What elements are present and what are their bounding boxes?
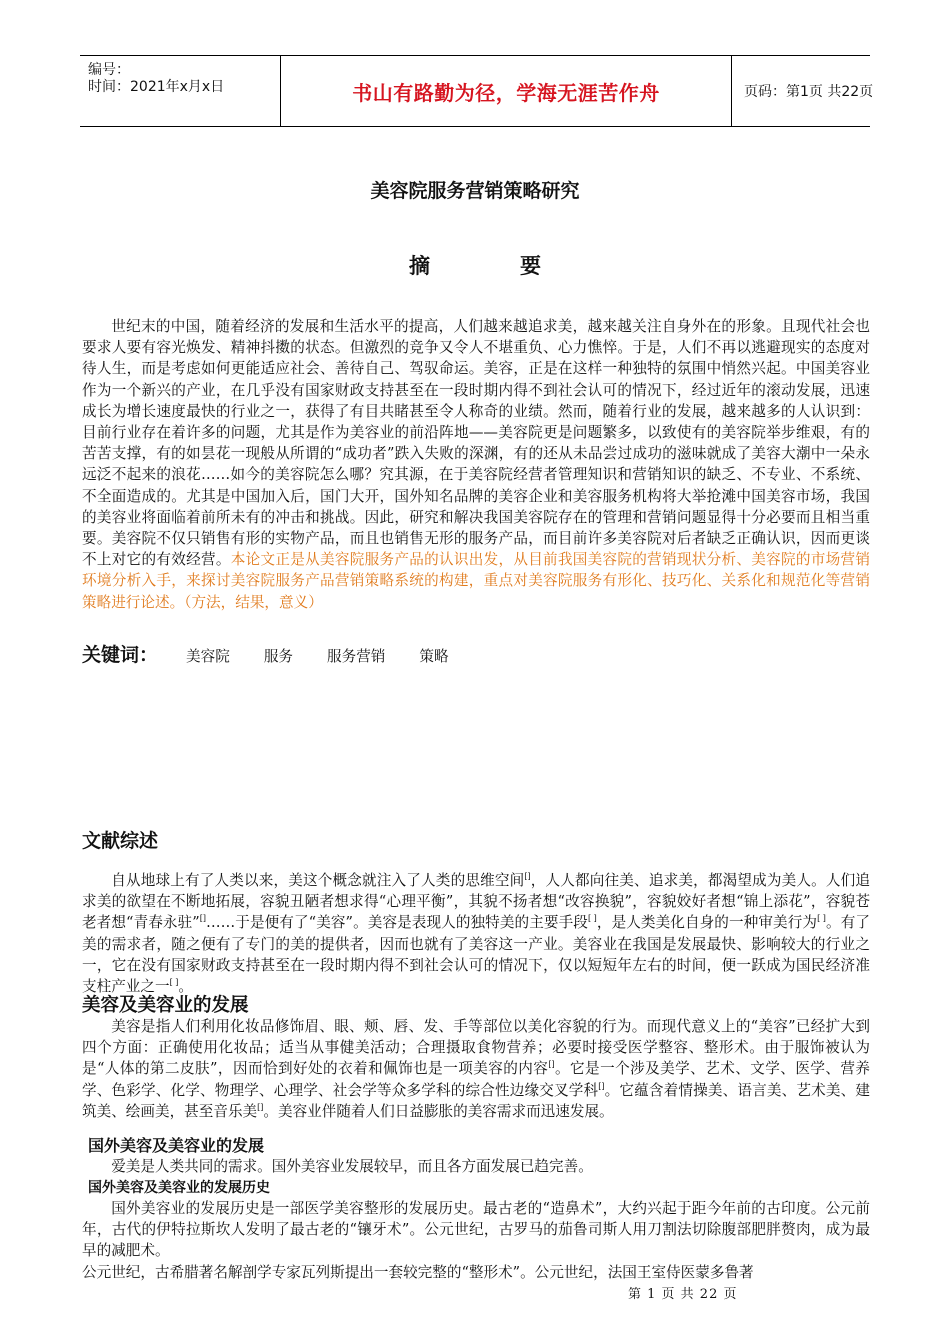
dev-text: 。它蕴含着情操美、语言美、艺术美、建筑美、绘画美，甚至音乐美	[82, 1081, 870, 1120]
keyword-item: 服务	[263, 648, 294, 665]
history-continuation-line: 公元世纪，古希腊著名解剖学专家瓦列斯提出一套较完整的“整形术”。公元世纪，法国王室侍医蒙多鲁著	[82, 1264, 754, 1281]
foreign-history-body	[82, 1198, 870, 1262]
dev-text: 。它是一个涉及美学、艺术、文学、医学、营养学、色彩学、化学、物理学、心理学、社会学等众多学科的综合性边缘交叉学科	[82, 1060, 870, 1099]
lit-text: 自从地球上有了人类以来，美这个概念就注入了人类的思维空间	[111, 872, 525, 889]
citation-ref: []	[548, 1060, 555, 1070]
citation-ref: []	[598, 1081, 605, 1091]
citation-ref: [ ]	[817, 914, 826, 924]
page-footer: 第 1 页 共 22 页	[628, 1287, 738, 1302]
document-number-label: 编号：	[88, 62, 130, 78]
citation-ref: []	[199, 914, 206, 924]
document-time: 时间：2021年x月x日	[88, 79, 225, 95]
citation-ref: []	[524, 872, 531, 882]
abstract-highlight-text: 本论文正是从美容院服务产品的认识出发，从目前我国美容院的营销现状分析、美容院的市场营销环境分析入手，来探讨美容院服务产品营销策略系统的构建，重点对美容院服务有形化、技巧化、关系化和规范化等营销策略进行论述。（方法，结果，意义）	[82, 551, 870, 611]
header-page-info: 页码：第1页 共22页	[744, 84, 874, 100]
literature-review-body	[82, 870, 870, 997]
keyword-item: 服务营销	[327, 648, 386, 665]
citation-ref: [ ]	[169, 978, 179, 988]
foreign-history-heading: 国外美容及美容业的发展历史	[88, 1180, 270, 1196]
lit-text: 。有了美的需求者，随之便有了专门的美的提供者，因而也就有了美容这一产业。美容业在我国是发展最快、影响较大的行业之一，它在没有国家财政支持甚至在一段时期内得不到社会认可的情况下，仅以短短年左右的时间，便一跃成为国民经济准支柱产业之一	[82, 914, 870, 996]
dev-text: 。美容业伴随着人们日益膨胀的美容需求而迅速发展。	[263, 1102, 614, 1120]
document-title: 美容院服务营销策略研究	[370, 180, 580, 202]
citation-ref: [ ]	[587, 914, 597, 924]
foreign-development-body	[82, 1156, 870, 1177]
lit-text: ，人人都向往美、追求美，都渴望成为美人。人们追求美的欲望在不断地拓展，容貌丑陋者想求得“心理平衡”，其貌不扬者想“改容换貌”，容貌姣好者想“锦上添花”，容貌苍老者想“青春永驻”	[82, 872, 870, 932]
abstract-heading-char-1: 摘	[409, 254, 430, 278]
citation-ref: []	[257, 1102, 264, 1112]
abstract-body	[82, 316, 870, 613]
keyword-item: 策略	[419, 648, 449, 665]
lit-text: ，是人类美化自身的一种审美行为	[596, 914, 818, 932]
literature-review-heading: 文献综述	[82, 830, 159, 852]
foreign-development-heading: 国外美容及美容业的发展	[88, 1136, 265, 1155]
development-heading: 美容及美容业的发展	[82, 995, 249, 1016]
dev-text: 美容是指人们利用化妆品修饰眉、眼、颊、唇、发、手等部位以美化容貌的行为。而现代意义上的“美容”已经扩大到四个方面：正确使用化妆品；适当从事健美活动；合理摄取食物营养；必要时接受医学整容、整形术。由于服饰被认为是“人体的第二皮肤”，因而恰到好处的衣着和佩饰也是一项美容的内容	[82, 1018, 870, 1078]
foreign-text: 爱美是人类共同的需求。国外美容业发展较早，而且各方面发展已趋完善。	[111, 1158, 593, 1175]
header-meta	[80, 56, 280, 126]
keywords-row	[82, 640, 449, 668]
lit-text: 。	[178, 978, 193, 996]
abstract-heading-char-2: 要	[520, 254, 541, 278]
history-text: 国外美容业的发展历史是一部医学美容整形的发展历史。最古老的“造鼻术”，大约兴起于距今年前的古印度。公元前年，古代的伊特拉斯坎人发明了最古老的“镶牙术”。公元世纪，古罗马的茄鲁司斯人用刀割法切除腹部肥胖赘肉，成为最早的减肥术。	[82, 1200, 870, 1260]
page-header	[80, 55, 874, 127]
header-motto: 书山有路勤为径，学海无涯苦作舟	[280, 56, 732, 126]
abstract-text: 世纪末的中国，随着经济的发展和生活水平的提高，人们越来越追求美，越来越关注自身外在的形象。且现代社会也要求人要有容光焕发、精神抖擞的状态。但激烈的竞争又令人不堪重负、心力憔悴。于是，人们不再以逃避现实的态度对待人生，而是考虑如何更能适应社会、善待自己、驾驭命运。美容，正是在这样一种独特的氛围中悄然兴起。中国美容业作为一个新兴的产业，在几乎没有国家财政支持甚至在一段时期内得不到社会认可的情况下，经过近年的滚动发展，迅速成长为增长速度最快的行业之一，获得了有目共睹甚至令人称奇的业绩。然而，随着行业的发展，越来越多的人认识到：目前行业存在着许多的问题，尤其是作为美容业的前沿阵地——美容院更是问题繁多，以致使有的美容院举步维艰，有的苦苦支撑，有的如昙花一现般从所谓的“成功者”跌入失败的深渊，有的还从未品尝过成功的滋味就成了美容大潮中一朵永远泛不起来的浪花……如今的美容院怎么哪？究其源，在于美容院经营者管理知识和营销知识的缺乏、不专业、不系统、不全面造成的。尤其是中国加入后，国门大开，国外知名品牌的美容企业和美容服务机构将大举抢滩中国美容市场，我国的美容业将面临着前所未有的冲击和挑战。因此，研究和解决我国美容院存在的管理和营销问题显得十分必要而且相当重要。美容院不仅只销售有形的实物产品，而且也销售无形的服务产品，而目前许多美容院对后者缺乏正确认识，因而更谈不上对它的有效经营。	[82, 318, 870, 569]
development-body	[82, 1016, 870, 1122]
keyword-item: 美容院	[186, 648, 230, 665]
abstract-heading	[0, 250, 950, 280]
keywords-label: 关键词：	[82, 644, 159, 666]
lit-text: ……于是便有了“美容”。美容是表现人的独特美的主要手段	[206, 914, 588, 932]
